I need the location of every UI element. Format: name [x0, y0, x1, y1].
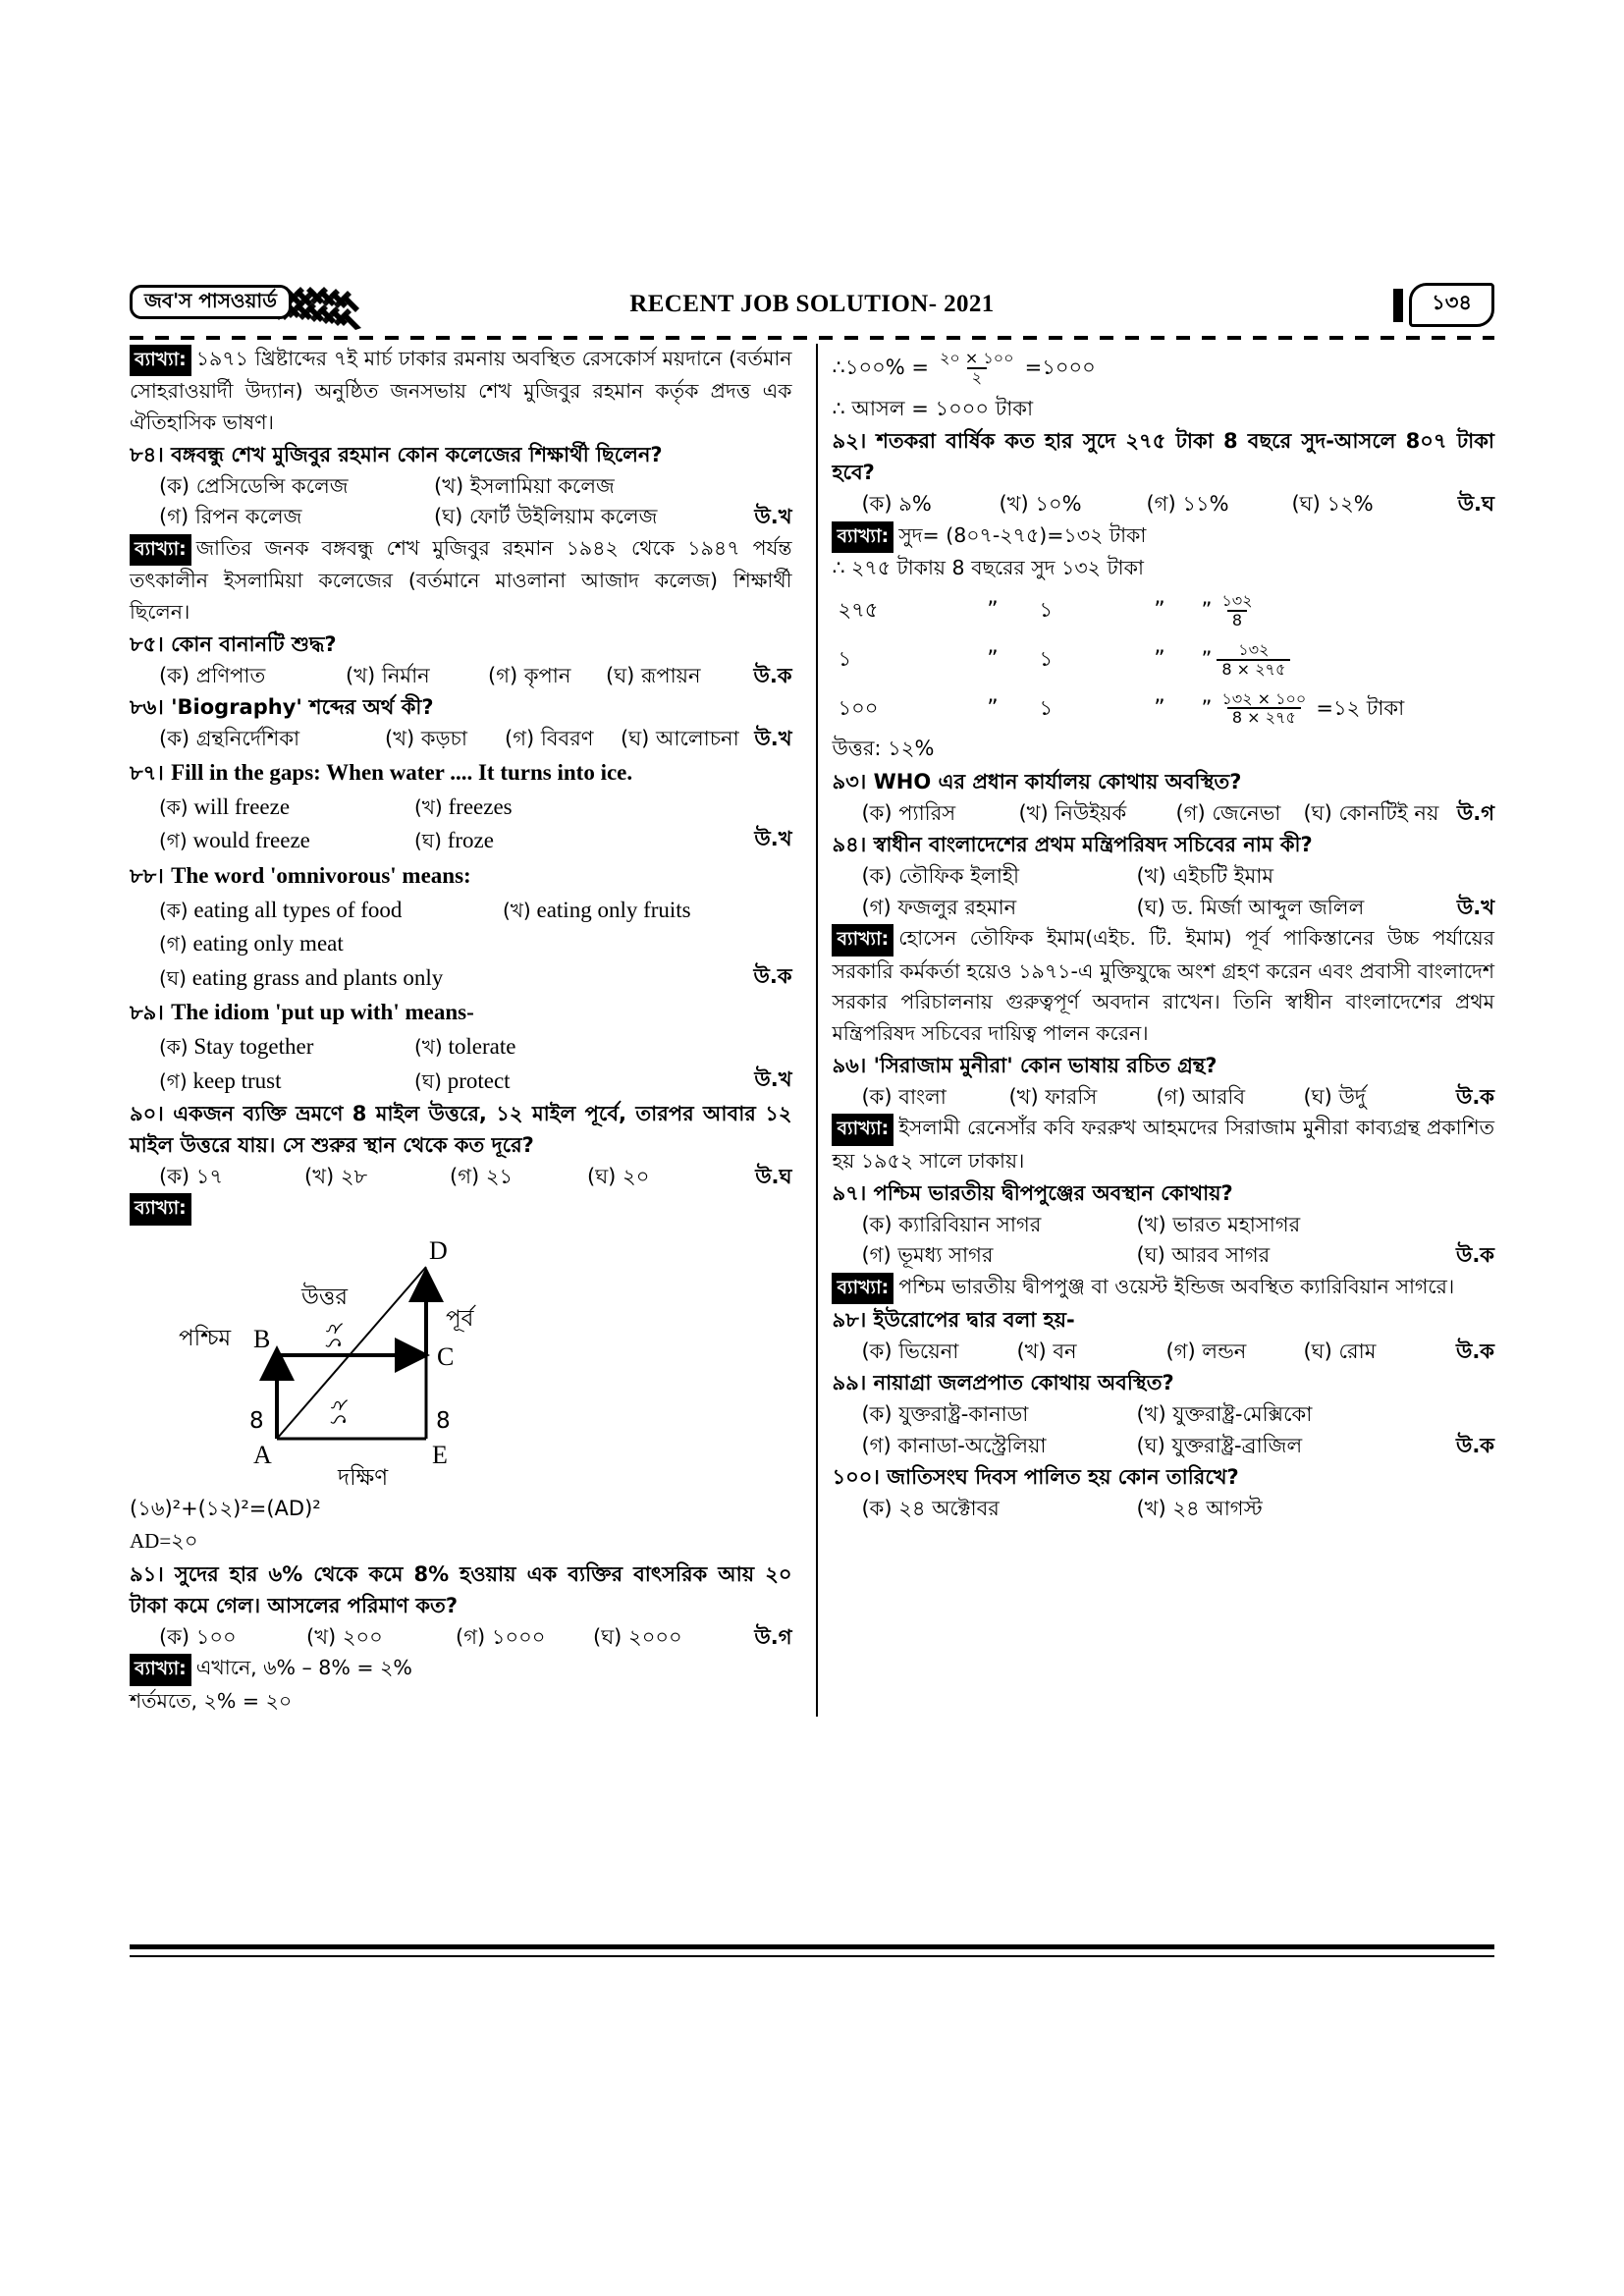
question-93-number: ৯৩।: [832, 769, 867, 793]
table-row: ১ ” ১ ” ” $\frac{১৩২}{8 \times ২৭৫}$: [832, 635, 1494, 684]
answer-98: উ.ক: [1455, 1339, 1494, 1363]
question-86-text: 'Biography' শব্দের অর্থ কী?: [171, 695, 434, 720]
question-86: [130, 692, 792, 724]
question-87-number: ৮৭।: [130, 760, 164, 785]
explanation-tag: ব্যাখ্যা:: [832, 1114, 893, 1145]
explanation-tag: ব্যাখ্যা:: [130, 1654, 191, 1685]
svg-text:পশ্চিম: পশ্চিম: [179, 1325, 232, 1351]
answer-96: উ.ক: [1455, 1084, 1494, 1109]
header-divider: [130, 336, 1494, 340]
option-99-kha: (খ) যুক্তরাষ্ট্র-মেক্সিকো: [1136, 1402, 1313, 1427]
final-answer-92: উত্তর: ১২%: [832, 737, 935, 761]
option-89-gha: (ঘ) protect: [414, 1067, 511, 1093]
answer-84: উ.খ: [754, 505, 792, 529]
explanation-90: [130, 1192, 792, 1225]
svg-text:১২: ১২: [321, 1320, 347, 1350]
svg-text:C: C: [437, 1341, 455, 1371]
question-97-options-row1: [832, 1210, 1494, 1241]
question-90-number: ৯০।: [130, 1102, 164, 1126]
table-row: ১০০ ” ১ ” ” $\frac{১৩২ \times ১০০}{8 \times ২৭৫}$ =১২ টাকা: [838, 688, 1405, 728]
question-88-number: ৮৮।: [130, 863, 164, 888]
option-91-kha: (খ) ২০০: [306, 1624, 383, 1649]
question-88-options-row2: [130, 927, 792, 961]
explanation-tag: ব্যাখ্যা:: [130, 345, 191, 376]
option-94-gha: (ঘ) ড. মির্জা আব্দুল জলিল: [1136, 895, 1365, 919]
explanation-91-line2: শর্তমতে, ২% = ২০: [130, 1688, 293, 1713]
row3-tail: =১২ টাকা: [1316, 695, 1405, 720]
option-90-kha: (খ) ২৮: [304, 1164, 368, 1188]
explanation-text: ১৯৭১ খ্রিষ্টাব্দের ৭ই মার্চ ঢাকার রমনায় অবস্থিত রেসকোর্স ময়দানে (বর্তমান সোহরাওয়ার্দী উদ্যান) অনুষ্ঠিত জনসভায় শেখ মুজিবুর রহমান কর্তৃক প্রদত্ত এক ঐতিহাসিক ভাষণ।: [130, 347, 792, 435]
explanation-text: জাতির জনক বঙ্গবন্ধু শেখ মুজিবুর রহমান ১৯৪২ থেকে ১৯৪৭ পর্যন্ত তৎকালীন ইসলামিয়া কলেজের (বর্তমানে মাওলানা আজাদ কলেজ) শিক্ষার্থী ছিলেন।: [130, 535, 792, 625]
option-100-ka: (ক) ২৪ অক্টোবর: [861, 1497, 1000, 1521]
svg-text:E: E: [432, 1440, 448, 1469]
answer-92: উ.ঘ: [1457, 492, 1494, 517]
fraction-row1: $\frac{১৩২}{8}$: [1221, 590, 1253, 629]
option-85-ka: (ক) প্রণিপাত: [159, 663, 266, 687]
question-98-number: ৯৮।: [832, 1307, 867, 1332]
right-column: [828, 344, 1494, 1717]
equation-90: (১৬)²+(১২)²=(AD)²: [130, 1496, 321, 1520]
question-100: [832, 1462, 1494, 1494]
svg-text:B: B: [253, 1324, 271, 1353]
question-89-options-row1: [130, 1030, 792, 1065]
option-85-gha: (ঘ) রূপায়ন: [606, 663, 701, 687]
option-98-ka: (ক) ভিয়েনা: [861, 1339, 959, 1363]
answer-99: উ.ক: [1455, 1433, 1494, 1457]
option-96-ga: (গ) আরবি: [1156, 1084, 1246, 1109]
question-93-text: WHO এর প্রধান কার্যালয় কোথায় অবস্থিত?: [873, 769, 1242, 793]
question-99-options-row1: [832, 1399, 1494, 1431]
explanation-97: [832, 1272, 1494, 1304]
page-number-tab: [1393, 283, 1494, 327]
option-100-kha: (খ) ২৪ আগস্ট: [1136, 1497, 1263, 1521]
explanation-tag: ব্যাখ্যা:: [832, 521, 893, 553]
option-91-ka: (ক) ১০০: [159, 1624, 237, 1649]
option-84-gha: (ঘ) ফোর্ট উইলিয়াম কলেজ: [434, 505, 658, 529]
option-94-ka: (ক) তৌফিক ইলাহী: [861, 864, 1019, 889]
option-92-ga: (গ) ১১%: [1146, 492, 1229, 517]
question-92-number: ৯২।: [832, 429, 867, 454]
option-88-ka: (ক) eating all types of food: [159, 897, 403, 922]
option-93-gha: (ঘ) কোনটিই নয়: [1303, 800, 1439, 825]
option-86-ka: (ক) গ্রন্থনির্দেশিকা: [159, 727, 300, 751]
option-89-ga: (গ) keep trust: [159, 1067, 282, 1093]
question-96-text: 'সিরাজাম মুনীরা' কোন ভাষায় রচিত গ্রন্থ?: [873, 1054, 1218, 1077]
proportion-table: [832, 586, 1494, 733]
question-97-number: ৯৭।: [832, 1180, 867, 1205]
option-89-ka: (ক) Stay together: [159, 1034, 314, 1060]
explanation-92-line1: [832, 520, 1494, 553]
option-97-ka: (ক) ক্যারিবিয়ান সাগর: [861, 1212, 1042, 1236]
brand-logo: [130, 285, 292, 319]
option-93-ka: (ক) প্যারিস: [861, 800, 956, 825]
option-96-kha: (খ) ফারসি: [1008, 1084, 1098, 1109]
fraction-row3: $\frac{১৩২ \times ১০০}{8 \times ২৭৫}$: [1221, 688, 1307, 728]
option-98-ga: (গ) লন্ডন: [1165, 1339, 1247, 1363]
option-97-ga: (গ) ভূমধ্য সাগর: [861, 1243, 994, 1268]
option-87-ka: (ক) will freeze: [159, 793, 291, 819]
option-92-gha: (ঘ) ১২%: [1291, 492, 1374, 517]
question-85-number: ৮৫।: [130, 631, 164, 656]
question-100-text: জাতিসংঘ দিবস পালিত হয় কোন তারিখে?: [887, 1465, 1239, 1490]
option-87-kha: (খ) freezes: [414, 793, 513, 819]
question-94-options-row1: [832, 861, 1494, 893]
question-90-options: [130, 1162, 792, 1193]
option-94-ga: (গ) ফজলুর রহমান: [861, 895, 1017, 919]
question-84-options-row1: [130, 471, 792, 503]
question-85-options: [130, 661, 792, 692]
page-tab-marker: [1393, 289, 1403, 322]
explanation-text: সুদ= (8০৭-২৭৫)=১৩২ টাকা: [898, 522, 1147, 547]
explanation-83: [130, 344, 792, 439]
question-84-text: বঙ্গবন্ধু শেখ মুজিবুর রহমান কোন কলেজের শিক্ষার্থী ছিলেন?: [171, 442, 663, 466]
option-91-ga: (গ) ১০০০: [456, 1624, 546, 1649]
page-footer: [130, 1944, 1494, 1957]
question-91-number: ৯১।: [130, 1561, 164, 1586]
question-100-options: [832, 1494, 1494, 1525]
option-84-ka: (ক) প্রেসিডেন্সি কলেজ: [159, 473, 349, 498]
page-number: ১৩৪: [1409, 283, 1494, 327]
question-94: [832, 830, 1494, 861]
question-97: [832, 1178, 1494, 1210]
explanation-92-line2: ∴ ২৭৫ টাকায় 8 বছরের সুদ ১৩২ টাকা: [832, 556, 1144, 580]
explanation-94: [832, 923, 1494, 1050]
option-99-ka: (ক) যুক্তরাষ্ট্র-কানাডা: [861, 1402, 1029, 1427]
calc-100-percent: [832, 350, 1494, 387]
table-row: ২৭৫ ” ১ ” ” $\frac{১৩২}{8}$: [832, 586, 1494, 635]
question-91-options: [130, 1622, 792, 1654]
option-98-kha: (খ) বন: [1016, 1339, 1077, 1363]
brand-label: জব'স পাসওয়ার্ড: [144, 289, 277, 312]
fraction-20x100-over-2: $\frac{২০ \times ১০০}{২}$: [940, 349, 1014, 387]
question-86-options: [130, 724, 792, 755]
explanation-tag: ব্যাখ্যা:: [832, 924, 893, 956]
option-90-gha: (ঘ) ২০: [587, 1164, 650, 1188]
question-84: [130, 440, 792, 471]
page-content: [130, 281, 1495, 1713]
answer-88: উ.ক: [753, 963, 792, 988]
option-90-ka: (ক) ১৭: [159, 1164, 224, 1188]
question-86-number: ৮৬।: [130, 695, 164, 720]
calc-principal-result: ∴ আসল = ১০০০ টাকা: [832, 396, 1034, 420]
question-92-text: শতকরা বার্ষিক কত হার সুদে ২৭৫ টাকা 8 বছরে সুদ-আসলে 8০৭ টাকা হবে?: [832, 429, 1495, 485]
option-88-ga: (গ) eating only meat: [159, 931, 344, 957]
answer-86: উ.খ: [754, 727, 792, 751]
option-86-ga: (গ) বিবরণ: [505, 727, 594, 751]
option-86-kha: (খ) কড়চা: [385, 727, 467, 751]
option-93-ga: (গ) জেনেভা: [1175, 800, 1281, 825]
option-98-gha: (ঘ) রোম: [1303, 1339, 1377, 1363]
question-87-options-row2: [130, 824, 792, 858]
question-88-options-row1: [130, 894, 792, 928]
question-93: [832, 767, 1494, 798]
option-92-ka: (ক) ৯%: [861, 492, 932, 517]
svg-text:8: 8: [436, 1407, 451, 1434]
svg-text:উত্তর: উত্তর: [301, 1284, 349, 1310]
svg-text:D: D: [429, 1235, 448, 1265]
option-99-gha: (ঘ) যুক্তরাষ্ট্র-ব্রাজিল: [1136, 1433, 1303, 1457]
svg-text:8: 8: [249, 1407, 264, 1434]
question-97-text: পশ্চিম ভারতীয় দ্বীপপুঞ্জের অবস্থান কোথায়?: [873, 1180, 1233, 1205]
option-97-kha: (খ) ভারত মহাসাগর: [1136, 1212, 1301, 1236]
option-88-gha: (ঘ) eating grass and plants only: [159, 964, 444, 990]
option-90-ga: (গ) ২১: [450, 1164, 514, 1188]
explanation-text: ইসলামী রেনেসাঁর কবি ফররুখ আহমদের সিরাজাম মুনীরা কাব্যগ্রন্থ প্রকাশিত হয় ১৯৫২ সালে ঢাকায়।: [832, 1116, 1494, 1173]
question-90: [130, 1099, 792, 1162]
question-96-number: ৯৬।: [832, 1054, 867, 1077]
option-88-kha: (খ) eating only fruits: [503, 897, 691, 922]
svg-text:১২: ১২: [326, 1396, 352, 1427]
two-column-body: [130, 344, 1494, 1717]
question-87-options-row1: [130, 791, 792, 825]
left-column: [130, 344, 806, 1717]
option-84-kha: (খ) ইসলামিয়া কলেজ: [434, 473, 615, 498]
calc-prefix: ∴১০০% =: [832, 355, 930, 379]
column-divider: [816, 344, 819, 1717]
question-92-options: [832, 489, 1494, 520]
question-89-options-row2: [130, 1065, 792, 1099]
question-90-text: একজন ব্যক্তি ভ্রমণে 8 মাইল উত্তরে, ১২ মাইল পূর্বে, তারপর আবার ১২ মাইল উত্তরে যায়। সে শুরুর স্থান থেকে কত দূরে?: [130, 1102, 792, 1157]
svg-text:দক্ষিণ: দক্ষিণ: [338, 1464, 389, 1488]
question-91: [130, 1559, 792, 1622]
question-87-text: Fill in the gaps: When water .... It turns into ice.: [171, 759, 633, 785]
option-92-kha: (খ) ১০%: [999, 492, 1082, 517]
answer-89: উ.খ: [754, 1066, 792, 1091]
option-89-kha: (খ) tolerate: [414, 1034, 516, 1060]
question-88-options-row3: [130, 961, 792, 996]
result-90: AD=২০: [130, 1529, 198, 1554]
question-89: [130, 996, 792, 1030]
explanation-tag: ব্যাখ্যা:: [130, 534, 191, 566]
question-99: [832, 1368, 1494, 1399]
question-93-options: [832, 798, 1494, 830]
question-94-number: ৯৪।: [832, 833, 867, 857]
explanation-text: এখানে, ৬% – 8% = ২%: [195, 1656, 412, 1680]
option-93-kha: (খ) নিউইয়র্ক: [1018, 800, 1127, 825]
option-87-gha: (ঘ) froze: [414, 828, 494, 853]
explanation-96: [832, 1113, 1494, 1176]
explanation-text: হোসেন তৌফিক ইমাম(এইচ. টি. ইমাম) পূর্ব পাকিস্তানের উচ্চ পর্যায়ের সরকারি কর্মকর্তা হয়েও ১৯৭১-এ মুক্তিযুদ্ধে অংশ গ্রহণ করেন এবং প্রবাসী বাংলাদেশ সরকার পরিচালনায় গুরুত্বপূর্ণ অবদান রাখেন। তিনি স্বাধীন বাংলাদেশের প্রথম মন্ত্রিপরিষদ সচিবের দায়িত্ব পালন করেন।: [832, 926, 1494, 1046]
explanation-tag: ব্যাখ্যা:: [130, 1193, 191, 1225]
answer-87: উ.খ: [754, 827, 792, 851]
travel-distance-diagram: [130, 1228, 792, 1493]
option-94-kha: (খ) এইচটি ইমাম: [1136, 864, 1274, 889]
option-97-gha: (ঘ) আরব সাগর: [1136, 1243, 1271, 1268]
answer-93: উ.গ: [1456, 800, 1494, 825]
option-84-ga: (গ) রিপন কলেজ: [159, 505, 302, 529]
question-97-options-row2: [832, 1240, 1494, 1272]
answer-85: উ.ক: [753, 663, 792, 687]
question-89-number: ৮৯।: [130, 1001, 164, 1025]
footer-rule-thin: [130, 1955, 1494, 1957]
question-87: [130, 756, 792, 791]
option-85-kha: (খ) নির্মান: [346, 663, 430, 687]
explanation-84: [130, 533, 792, 629]
answer-90: উ.ঘ: [755, 1164, 792, 1188]
question-99-text: নায়াগ্রা জলপ্রপাত কোথায় অবস্থিত?: [873, 1371, 1174, 1395]
fraction-row2: $\frac{১৩২}{8 \times ২৭৫}$: [1217, 641, 1290, 679]
question-84-options-row2: [130, 502, 792, 533]
option-91-gha: (ঘ) ২০০০: [593, 1624, 682, 1649]
calc-suffix: =১০০০: [1024, 355, 1096, 379]
question-88-text: The word 'omnivorous' means:: [171, 862, 471, 888]
page-title: RECENT JOB SOLUTION- 2021: [629, 291, 995, 317]
question-84-number: ৮৪।: [130, 442, 164, 466]
option-96-ka: (ক) বাংলা: [861, 1084, 947, 1109]
question-96: [832, 1051, 1494, 1082]
question-92: [832, 426, 1494, 489]
option-85-ga: (গ) কৃপান: [488, 663, 571, 687]
svg-text:পূর্ব: পূর্ব: [446, 1305, 474, 1332]
question-100-number: ১০০।: [832, 1465, 880, 1490]
svg-text:A: A: [253, 1440, 272, 1469]
option-99-ga: (গ) কানাডা-অস্ট্রেলিয়া: [861, 1433, 1047, 1457]
explanation-text: পশ্চিম ভারতীয় দ্বীপপুঞ্জ বা ওয়েস্ট ইন্ডিজ অবস্থিত ক্যারিবিয়ান সাগরে।: [898, 1274, 1455, 1298]
question-98-text: ইউরোপের দ্বার বলা হয়-: [873, 1307, 1075, 1332]
page-header: [130, 281, 1494, 338]
answer-91: উ.গ: [754, 1624, 792, 1649]
question-96-options: [832, 1082, 1494, 1114]
explanation-tag: ব্যাখ্যা:: [832, 1273, 893, 1304]
question-98-options: [832, 1337, 1494, 1368]
question-91-text: সুদের হার ৬% থেকে কমে 8% হওয়ায় এক ব্যক্তির বাৎসরিক আয় ২০ টাকা কমে গেল। আসলের পরিমাণ কত?: [130, 1561, 792, 1617]
question-89-text: The idiom 'put up with' means-: [171, 1000, 474, 1025]
question-94-text: স্বাধীন বাংলাদেশের প্রথম মন্ত্রিপরিষদ সচিবের নাম কী?: [873, 833, 1313, 857]
question-85: [130, 629, 792, 661]
answer-97: উ.ক: [1455, 1243, 1494, 1268]
question-88: [130, 859, 792, 894]
question-94-options-row2: [832, 893, 1494, 924]
option-87-ga: (গ) would freeze: [159, 828, 310, 853]
explanation-91-line1: [130, 1653, 792, 1685]
question-85-text: কোন বানানটি শুদ্ধ?: [171, 631, 337, 656]
option-96-gha: (ঘ) উর্দু: [1303, 1084, 1366, 1109]
question-99-number: ৯৯।: [832, 1371, 867, 1395]
question-99-options-row2: [832, 1431, 1494, 1462]
footer-rule-thick: [130, 1944, 1494, 1949]
answer-94: উ.খ: [1456, 895, 1494, 919]
option-86-gha: (ঘ) আলোচনা: [621, 727, 739, 751]
question-98: [832, 1305, 1494, 1337]
